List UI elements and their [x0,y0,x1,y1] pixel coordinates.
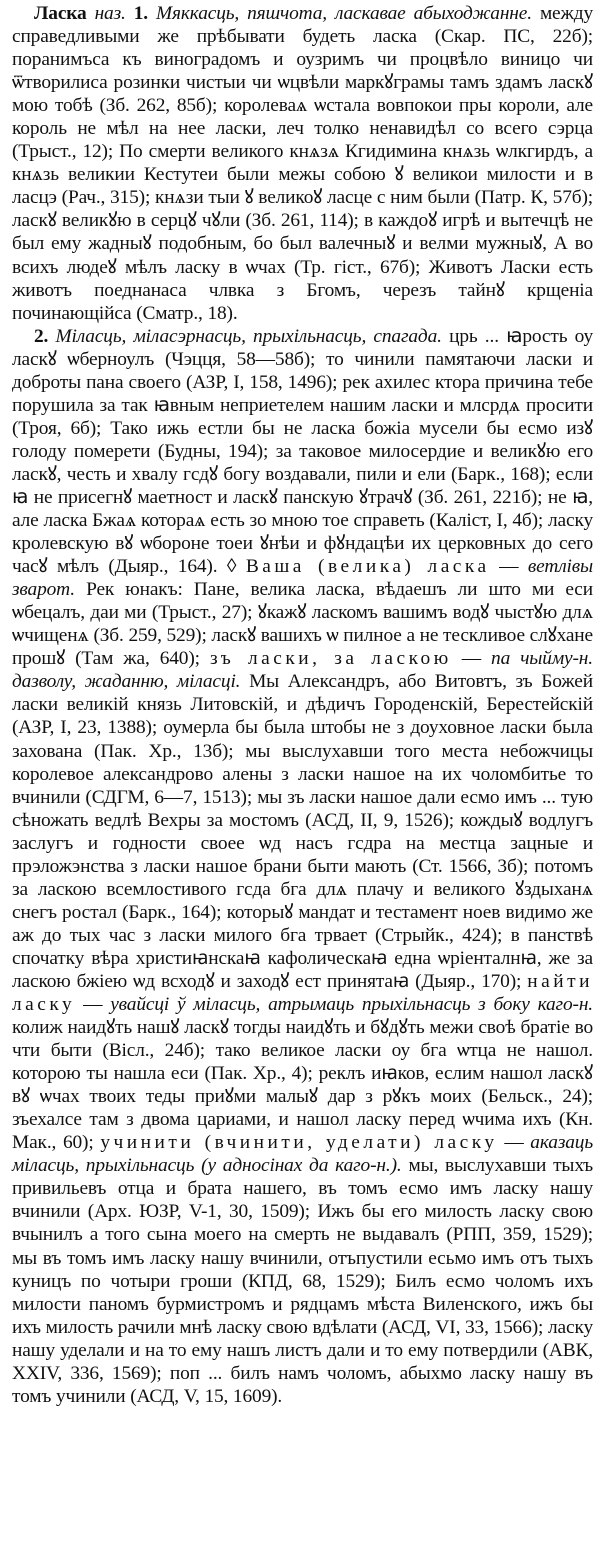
sense-1-definition: Мяккасць, пяшчота, ласкавае абыходжанне. [155,3,532,24]
part-of-speech: наз. [94,3,126,24]
sense-number-1: 1. [133,3,148,24]
subentry-gloss-naiti-lasku: увайсці ў міласць, атрымаць прыхільнасць з боку каго-н. [110,994,593,1016]
subentry-phrase-naiti-lasku: найти ласку [12,970,593,1016]
subentry-diamond-marker: ◊ [226,556,237,578]
subentry-phrase-z-laski: зъ ласки, за ласкою [209,648,452,670]
sense-number-2: 2. [34,325,49,347]
sense-2-citations-a: црь ... ꙗрость оу ласкꙋ ѡберноулъ (Чэцця, 58—58б); то чинили памятаючи ласки и доброты пана своего (АЗР, I, 158, 1496); рек ахилес ктора причина тебе порушила за так ꙗвным неприетелем нашим ласки и млсрдѧ просити (Троя, 6б); Тако ижь естли бы не ласка божіа мусели бы есмо изꙋ голоду померети (Будны, 194); за таковое милосердие и великꙋю его ласкꙋ, честь и хвалу гсдꙋ богу воздавали, пили и ели (Барк., 168); если ꙗ не присегнꙋ маетност и ласкꙋ панскую ꙋтрачꙋ (Зб. 261, 221б); не ꙗ, але ласка Бжаѧ котораѧ есть зо мною тое справеть (Каліст, I, 4б); ласку кролевскую вꙋ ѡбороне тоеи ꙋнѣи и фꙋндацѣи их церковных до сего часꙋ мѣлъ (Дыяр., 164). [12,325,593,578]
entry-sense-2: 2. Міласць, міласэрнасць, прыхільнасць, спагада. црь ... ꙗрость оу ласкꙋ ѡберноулъ (Чэцця, 58—58б); то чинили памятаючи ласки и доброты пана своего (АЗР, I, 158, 1496); рек ахилес ктора причина тебе порушила за так ꙗвным неприетелем нашим ласки и млсрдѧ просити (Троя, 6б); Тако ижь естли бы не ласка божіа мусели бы есмо изꙋ голоду померети (Будны, 194); за таковое милосердие и великꙋю его ласкꙋ, честь и хвалу гсдꙋ богу воздавали, пили и ели (Барк., 168); если ꙗ не присегнꙋ маетност и ласкꙋ панскую ꙋтрачꙋ (Зб. 261, 221б); не ꙗ, але ласка Бжаѧ котораѧ есть зо мною тое справеть (Каліст, I, 4б); ласку кролевскую вꙋ ѡбороне тоеи ꙋнѣи и фꙋндацѣи их церковных до сего часꙋ мѣлъ (Дыяр., 164). ◊ Ваша (велика) ласка — ветлівы зварот. Рек юнакъ: Пане, велика ласка, вѣдаешъ ли што ми еси ѡбецалъ, даи ми (Трыст., 27); ꙋкажꙋ ласкомъ вашимъ водꙋ чыстꙋю длѧ ѡчищенѧ (Зб. 259, 529); ласкꙋ вашихъ ѡ пилное а не тескливое слꙋхане прошꙋ (Там жа, 640); зъ ласки, за ласкою — па чыйму-н. дазволу, жаданню, міласці. Мы Александръ, або Витовтъ, зъ Божей ласки великій князь Литовскій, и дѣдичъ Городенскій, Берестейскій (АЗР, I, 23, 1388); оумерла бы была штобы не з доуховное ласки была захована (Пак. Хр., 13б); мы выслухавши того места небожчицы королевое александрово алены з ласки нашое на их чоломбитье то вчинили (СДГМ, 6—7, 1513); мы зъ ласки нашое дали есмо имъ ... тую сѣножать ведлѣ Вехры за мостомъ (АСД, II, 9, 1526); кождыꙋ водлугъ заслугъ и годности своее ѡд насъ гсдра на местца зацные и прэложэнства з ласки нашое брани быти мають (Ст. 1566, 3б); потомъ за ласкою всемлостивого гсда бга длѧ плачу и великого ꙋздыханѧ снегъ ростал (Барк., 164); которыꙋ мандат и тестамент ноев видимо же аж до тых час з ласки милого бга трвает (Стрыйк., 424); в панствѣ спочатку вѣра христиꙗнскаꙗ кафолическаꙗ една ѡріенталнꙗ, же за ласкою бжіею ѡд всходꙋ и заходꙋ ест принятаꙗ (Дыяр., 170); найти ласку — увайсці ў міласць, атрымаць прыхільнасць з боку каго-н. колиж наидꙋть нашꙋ ласкꙋ тогды наидꙋть и бꙋдꙋть межи своѣ братіе во чти быти (Вісл., 24б); тако великое ласки оу бга ѡтца не нашол. которою ты нашла еси (Пак. Хр., 4); реклъ иꙗков, еслим нашол ласкꙋ вꙋ ѡчах твоих теды приꙋми малыꙋ дар з рꙋкъ моих (Бельск., 24); зъехалсе там з двома цариами, и нашол ласку перед ѡчима ихъ (Кн. Мак., 60); учинити (вчинити, уделати) ласку — аказаць міласць, прыхільнасць (у адносінах да каго-н.). мы, выслухавши тыхъ привильевъ отца и брата нашего, въ томъ есмо имъ ласку нашу вчинили (Арх. ЮЗР, V-1, 30, 1509); Ижъ бы его милость ласку свою вчынилъ а того сына моего на смерть не выдавалъ (РПП, 359, 1529); мы въ томъ имъ ласку нашу вчинили, отъпустили есьмо имъ отъ тыхъ куницъ по чотыри гроши (КПД, 68, 1529); Билъ есмо чоломъ ихъ милости паномъ бурмистромъ и рядцамъ мѣста Виленского, ижъ бы ихъ милость рачили мнѣ ласку свою вдѣлати (АСД, VI, 33, 1566); ласку нашу уделали и на то ему нашъ листъ дали и то ему потвердили (АВК, XXIV, 336, 1569); поп ... билъ намъ чоломъ, абыхмо ласку нашу въ томъ учинили (АСД, V, 15, 1609). [12,325,594,1407]
sense-2-definition: Міласць, міласэрнасць, прыхільнасць, спагада. [55,325,442,347]
subentry-gloss-z-laski: па чыйму-н. дазволу, жаданню, міласці. [12,648,593,693]
sense-2-citations-c: Мы Александръ, або Витовтъ, зъ Божей ласки великій князь Литовскій, и дѣдичъ Городенскій, Берестейскій (АЗР, I, 23, 1388); оумерла бы была штобы не з доуховное ласки была захована (Пак. Хр., 13б); мы выслухавши того места небожчицы королевое александрово алены з ласки нашое на их чоломбитье то вчинили (СДГМ, 6—7, 1513); мы зъ ласки нашое дали есмо имъ ... тую сѣножать ведлѣ Вехры за мостомъ (АСД, II, 9, 1526); кождыꙋ водлугъ заслугъ и годности своее ѡд насъ гсдра на местца зацные и прэложэнства з ласки нашое брани быти мають (Ст. 1566, 3б); потомъ за ласкою всемлостивого гсда бга длѧ плачу и великого ꙋздыханѧ снегъ ростал (Барк., 164); которыꙋ мандат и тестамент ноев видимо же аж до тых час з ласки милого бга трвает (Стрыйк., 424); в панствѣ спочатку вѣра христиꙗнскаꙗ кафолическаꙗ една ѡріенталнꙗ, же за ласкою бжіею ѡд всходꙋ и заходꙋ ест принятаꙗ (Дыяр., 170); [12,671,593,992]
entry-headword: Ласка [34,3,87,24]
sense-2-citations-b: Рек юнакъ: Пане, велика ласка, вѣдаешъ ли што ми еси ѡбецалъ, даи ми (Трыст., 27); ꙋкажꙋ ласкомъ вашимъ водꙋ чыстꙋю длѧ ѡчищенѧ (Зб. 259, 529); ласкꙋ вашихъ ѡ пилное а не тескливое слꙋхане прошꙋ (Там жа, 640); [12,579,593,670]
entry-sense-1 [12,2,593,325]
subentry-gloss-vasha-laska: ветлівы зварот. [12,556,593,601]
sense-2-citations-e: мы, выслухавши тыхъ привильевъ отца и брата нашего, въ томъ есмо имъ ласку нашу вчинили (Арх. ЮЗР, V-1, 30, 1509); Ижъ бы его милость ласку свою вчынилъ а того сына моего на смерть не выдавалъ (РПП, 359, 1529); мы въ томъ имъ ласку нашу вчинили, отъпустили есьмо имъ отъ тыхъ куницъ по чотыри гроши (КПД, 68, 1529); Билъ есмо чоломъ ихъ милости паномъ бурмистромъ и рядцамъ мѣста Виленского, ижъ бы ихъ милость рачили мнѣ ласку свою вдѣлати (АСД, VI, 33, 1566); ласку нашу уделали и на то ему нашъ листъ дали и то ему потвердили (АВК, XXIV, 336, 1569); поп ... билъ намъ чоломъ, абыхмо ласку нашу въ томъ учинили (АСД, V, 15, 1609). [12,1155,593,1407]
subentry-gloss-uchiniti-lasku: аказаць міласць, прыхільнасць (у адносінах да каго-н.). [12,1132,594,1177]
sense-1-citations: между справедливыми же прѣбывати будеть ласка (Скар. ПС, 22б); поранимъса къ виноградомъ и оузримъ чи процвѣло виницо чи ѿтворилиса розинки чистыи чи ѡцвѣли маркꙋграмы тамъ здамъ ласкꙋ мою тобѣ (Зб. 262, 85б); королеваѧ ѡстала вовпокои пры короли, але король не мѣл на нее ласки, леч толко ненавидѣл со всего сэрца (Трыст., 12); По смерти великого кнѧзѧ Кгидимина кнѧзь ѡлкгирдъ, а кнѧзь великии Кестутеи были межы собою ꙋ великои милости и в ласцэ (Рач., 315); кнѧзи тыи ꙋ великоꙋ ласце с ним были (Патр. К, 57б); ласкꙋ великꙋю в серцꙋ чꙋли (Зб. 261, 114); в каждоꙋ игрѣ и вытечцѣ не был ему жадныꙋ подобным, бо был валечныꙋ и велми мужныꙋ, А во всихъ людеꙋ мѣлъ ласку в ѡчах (Тр. гіст., 67б); Животъ Ласки есть животъ поеднанаса члвка з Бгомъ, черезъ тайнꙋ крщеніа починающійса (Сматр., 18). [12,3,594,324]
subentry-phrase-vasha-laska: Ваша (велика) ласка [245,556,490,578]
subentry-phrase-uchiniti-lasku: учинити (вчинити, уделати) ласку [100,1132,498,1154]
sense-2-citations-d: колиж наидꙋть нашꙋ ласкꙋ тогды наидꙋть и бꙋдꙋть межи своѣ братіе во чти быти (Вісл., 24б); тако великое ласки оу бга ѡтца не нашол. которою ты нашла еси (Пак. Хр., 4); реклъ иꙗков, еслим нашол ласкꙋ вꙋ ѡчах твоих теды приꙋми малыꙋ дар з рꙋкъ моих (Бельск., 24); зъехалсе там з двома цариами, и нашол ласку перед ѡчима ихъ (Кн. Мак., 60); [12,1017,593,1154]
